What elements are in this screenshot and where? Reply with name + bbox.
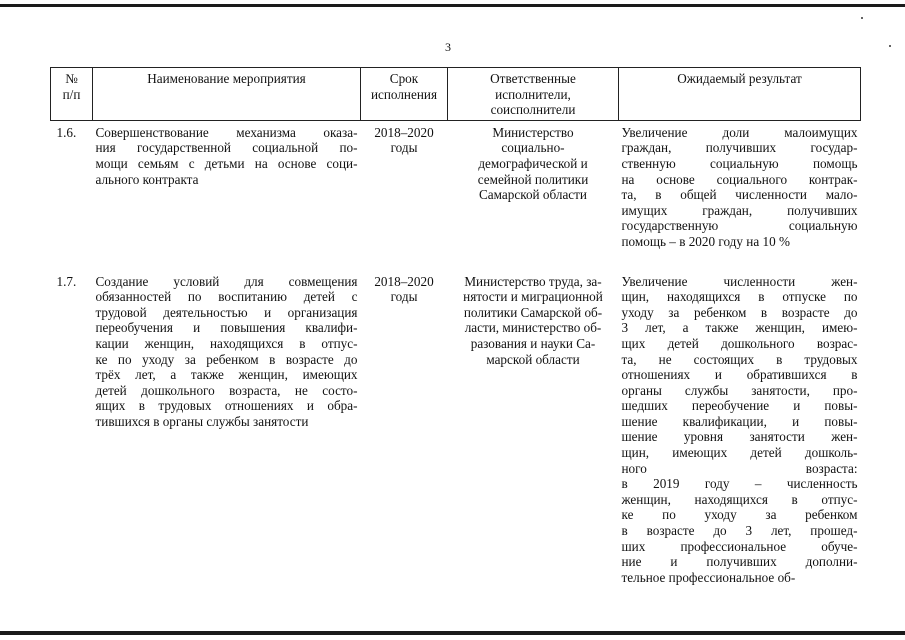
text-line: имущих граждан, получивших: [621, 202, 858, 218]
measures-table: [50, 67, 861, 587]
text-line: кации женщин, находящихся в отпус-: [95, 335, 358, 351]
text-line: ящих в трудовых отношениях и обра-: [95, 398, 358, 414]
text-line: ального контракта: [95, 171, 199, 187]
header-responsible: [448, 68, 619, 121]
text-line: на основе социального контрак-: [621, 171, 858, 187]
text-line: трудовой деятельностью и организация: [95, 304, 358, 320]
text-line: шение квалификации, и повы-: [621, 413, 858, 429]
text-line: шение уровня занятости жен-: [621, 429, 858, 445]
text-line: обязанностей по воспитанию детей с: [95, 289, 358, 305]
text-line: та, в общей численности мало-: [621, 187, 858, 203]
table-row: [51, 272, 861, 588]
text-line: ших профессиональное обуче-: [621, 538, 858, 554]
text-line: мощи семьям с детьми на основе соци-: [95, 155, 358, 171]
text-line: Ожидаемый результат: [677, 71, 802, 86]
text-line: помощь – в 2020 году на 10 %: [621, 233, 790, 249]
text-line: годы: [390, 289, 418, 305]
text-line: 2018–2020: [374, 124, 434, 140]
scan-speck: [889, 45, 891, 47]
text-line: Создание условий для совмещения: [95, 273, 358, 289]
text-line: нятости и миграционной: [463, 289, 603, 305]
header-expected-result: [619, 68, 861, 121]
text-line: Министерство труда, за-: [464, 273, 602, 289]
text-line: щин, имеющих детей дошколь-: [621, 445, 858, 461]
text-line: щих детей дошкольного возрас-: [621, 335, 858, 351]
text-line: 2018–2020: [374, 273, 434, 289]
text-line: Срок: [389, 71, 419, 86]
text-line: шедших переобучение и повы-: [621, 398, 858, 414]
text-line: Ответственные: [490, 71, 576, 86]
text-line: детей дошкольного возраста, не состо-: [95, 382, 358, 398]
responsible: [448, 120, 619, 271]
header-number: [51, 68, 93, 121]
text-line: в 2019 году – численность: [621, 476, 858, 492]
expected-result: [619, 120, 861, 271]
text-line: 3 лет, а также женщин, имею-: [621, 320, 858, 336]
table-row: [51, 120, 861, 271]
text-line: государственную социальную: [621, 218, 858, 234]
text-line: переобучения и повышения квалифи-: [95, 320, 358, 336]
text-line: годы: [390, 140, 418, 156]
text-line: соисполнители: [490, 102, 576, 118]
text-line: отношениях и обратившихся в: [621, 367, 858, 383]
text-line: марской области: [486, 351, 580, 367]
text-line: граждан, получивших государ-: [621, 140, 858, 156]
text-line: женщин, находящихся в отпус-: [621, 491, 858, 507]
row-number: 1.7.: [56, 273, 77, 289]
top-border-line: [0, 4, 905, 7]
text-line: в возрасте до 3 лет, прошед-: [621, 523, 858, 539]
text-line: №: [65, 71, 78, 86]
text-line: семейной политики: [477, 171, 589, 187]
page-number: 3: [445, 40, 451, 54]
text-line: тившихся в органы службы занятости: [95, 413, 309, 429]
text-line: исполнители,: [495, 86, 571, 102]
header-measure-name: [93, 68, 361, 121]
term: [361, 272, 448, 588]
text-line: ния государственной социальной по-: [95, 140, 358, 156]
text-line: социально-: [501, 140, 565, 156]
text-line: Увеличение численности жен-: [621, 273, 858, 289]
text-line: Министерство: [492, 124, 574, 140]
text-line: та, не состоящих в трудовых: [621, 351, 858, 367]
text-line: политики Самарской об-: [463, 304, 603, 320]
scan-speck: [861, 17, 863, 19]
text-line: демографической и: [478, 155, 588, 171]
text-line: Совершенствование механизма оказа-: [95, 124, 358, 140]
text-line: разования и науки Са-: [470, 335, 596, 351]
table-header-row: [51, 68, 861, 121]
text-line: исполнения: [370, 86, 438, 102]
text-line: уходу за ребенком в возрасте до: [621, 304, 858, 320]
text-line: щин, находящихся в отпуске по: [621, 289, 858, 305]
measure-name: [93, 272, 361, 588]
header-term: [361, 68, 448, 121]
text-line: Наименование мероприятия: [147, 71, 306, 86]
text-line: органы службы занятости, про-: [621, 382, 858, 398]
text-line: трёх лет, а также женщин, имеющих: [95, 367, 358, 383]
text-line: Увеличение доли малоимущих: [621, 124, 858, 140]
expected-result: [619, 272, 861, 588]
text-line: ке по уходу за ребенком в возрасте до: [95, 351, 358, 367]
text-line: п/п: [62, 86, 81, 102]
text-line: ного возраста:: [621, 460, 858, 476]
bottom-border-line: [0, 631, 905, 635]
responsible: [448, 272, 619, 588]
text-line: тельное профессиональное об-: [621, 569, 796, 585]
term: [361, 120, 448, 271]
text-line: ке по уходу за ребенком: [621, 507, 858, 523]
measure-name: [93, 120, 361, 271]
text-line: ственную социальную помощь: [621, 155, 858, 171]
text-line: ние и получивших дополни-: [621, 554, 858, 570]
text-line: Самарской области: [479, 187, 587, 203]
text-line: ласти, министерство об-: [464, 320, 602, 336]
row-number: 1.6.: [56, 124, 77, 140]
